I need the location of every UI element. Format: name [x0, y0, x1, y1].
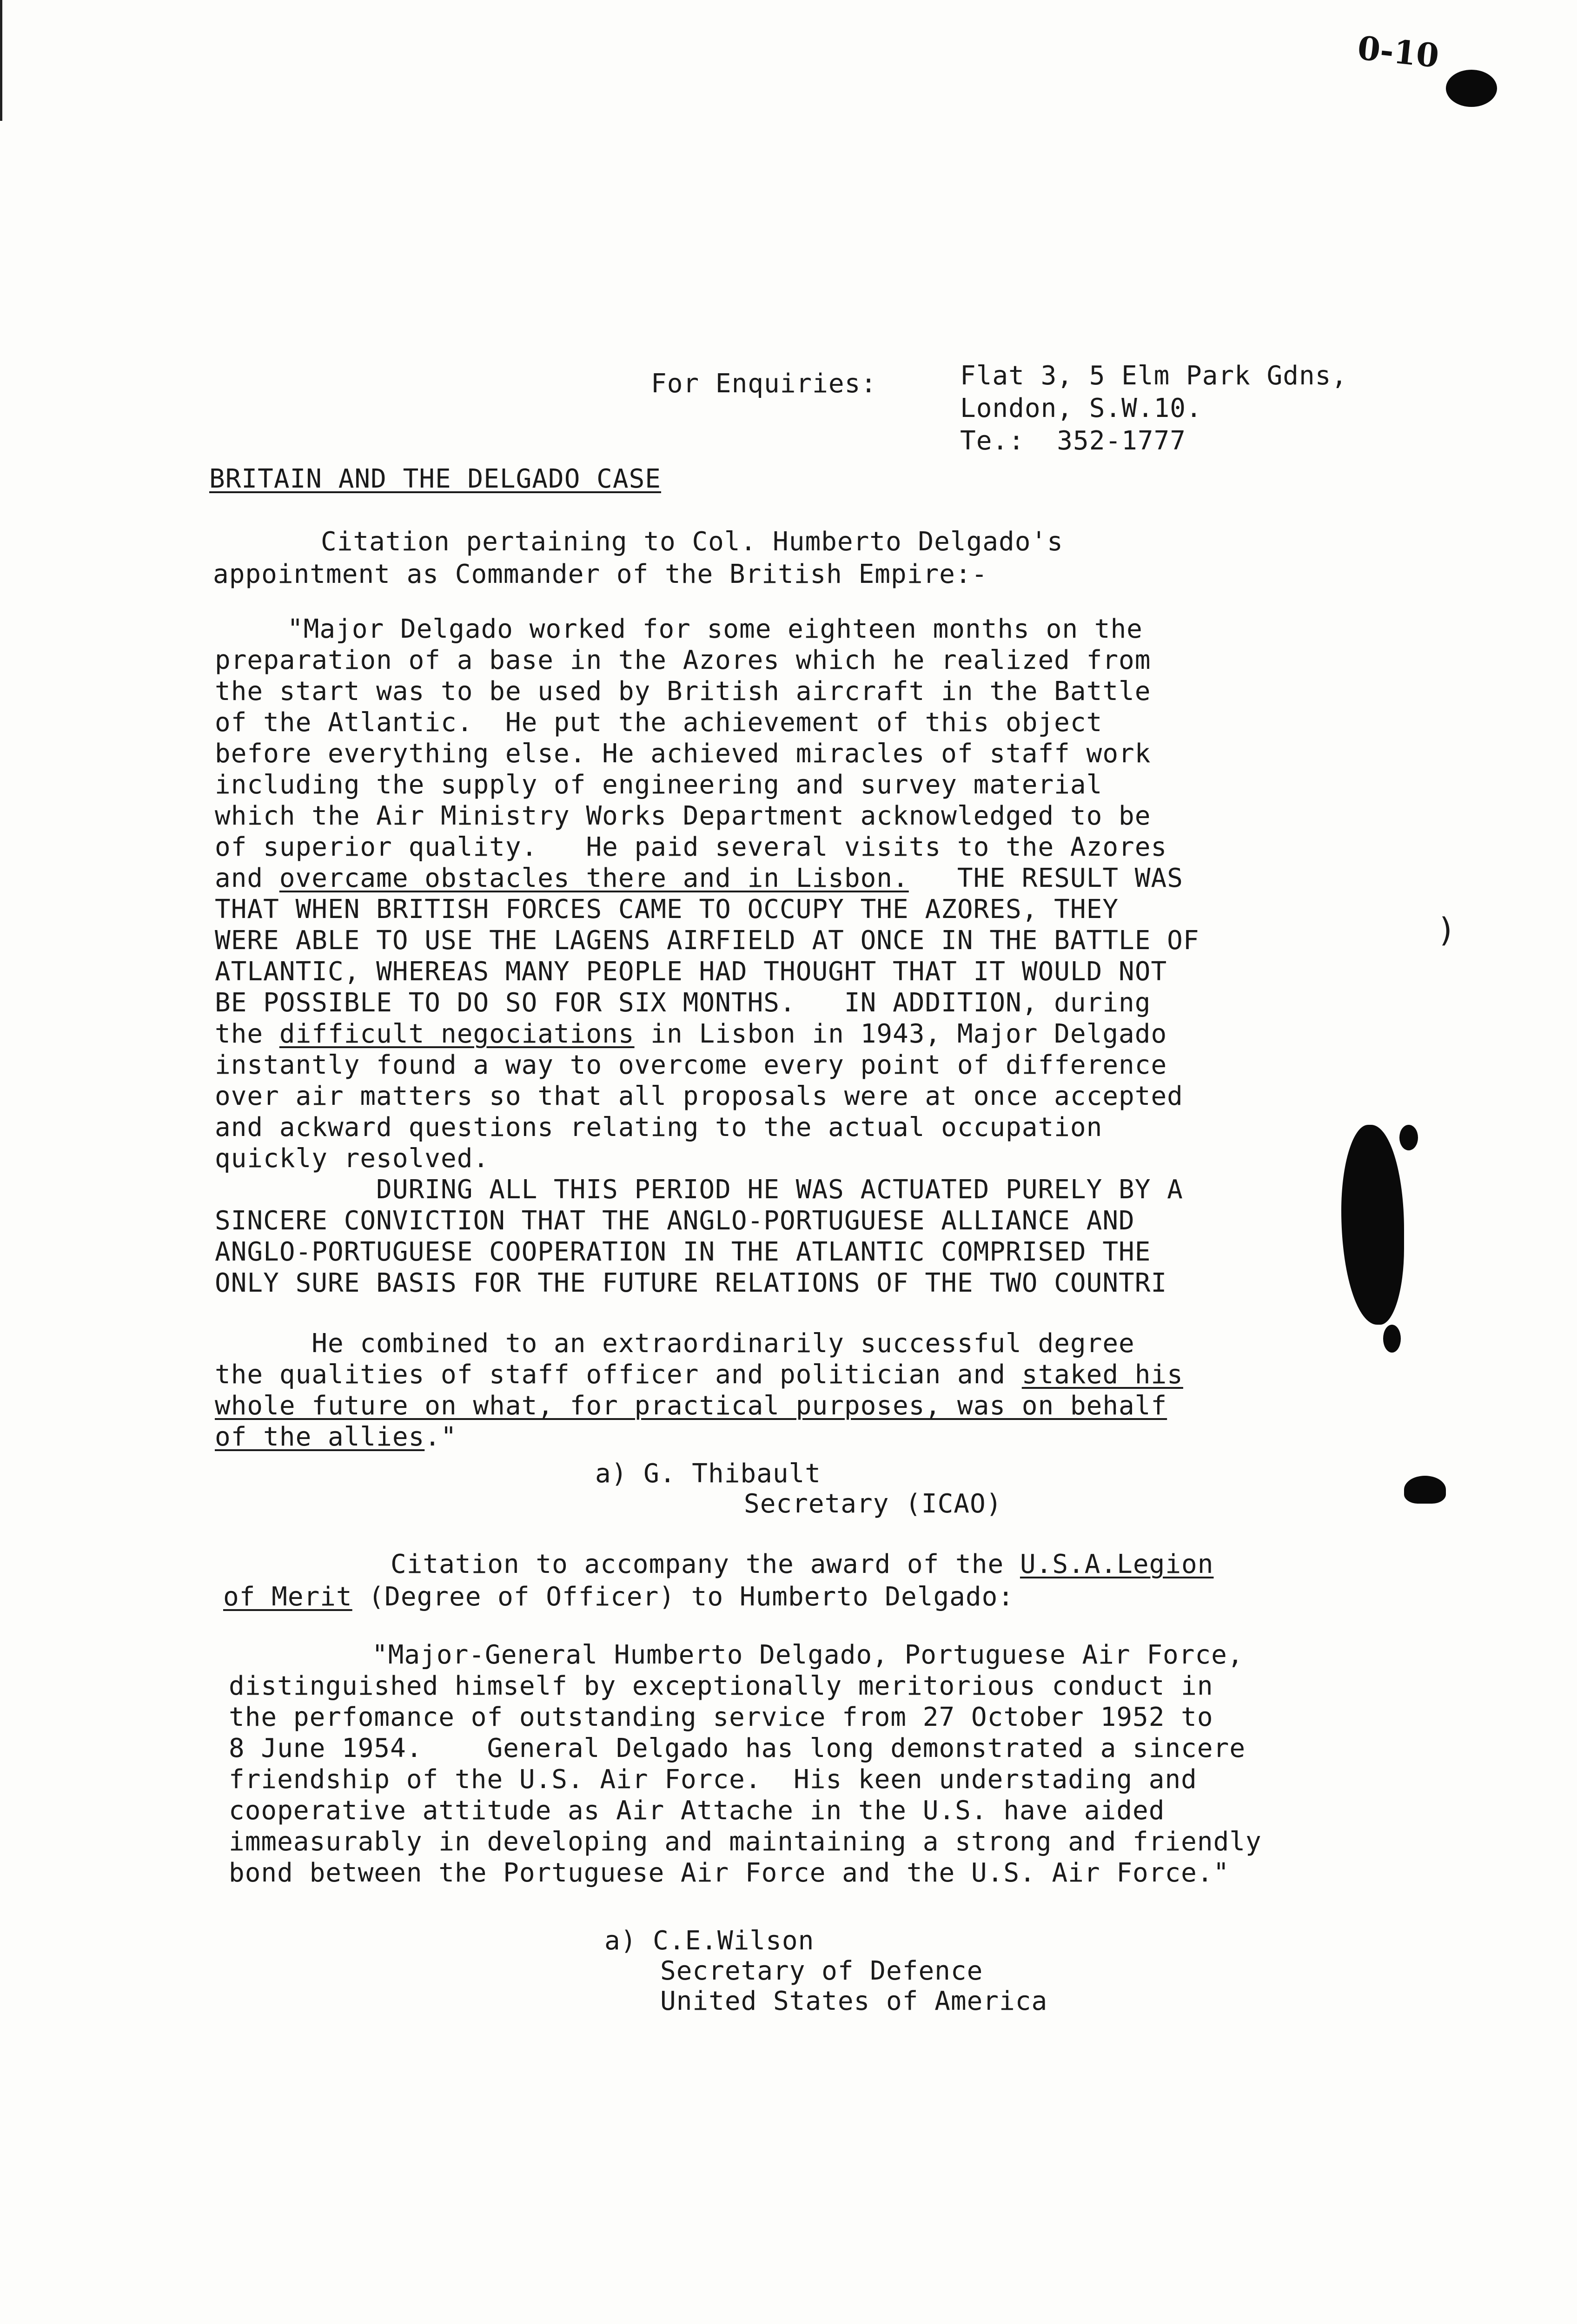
citation1-caps-line: DURING ALL THIS PERIOD HE WAS ACTUATED PURELY BY A: [215, 1175, 1183, 1205]
citation2-line: 8 June 1954. General Delgado has long demonstrated a sincere: [229, 1733, 1246, 1763]
citation2-line: friendship of the U.S. Air Force. His keen understading and: [229, 1764, 1197, 1795]
citation1-caps-line: SINCERE CONVICTION THAT THE ANGLO-PORTUGUESE ALLIANCE AND: [215, 1206, 1135, 1236]
underlined-phrase: overcame obstacles there and in Lisbon.: [279, 863, 909, 893]
citation1-caps-line: ATLANTIC, WHEREAS MANY PEOPLE HAD THOUGHT THAT IT WOULD NOT: [215, 957, 1167, 987]
underlined-phrase: of Merit: [223, 1582, 352, 1612]
underlined-phrase: staked his: [1021, 1360, 1183, 1390]
citation1-line: including the supply of engineering and survey material: [215, 770, 1103, 800]
ink-blot-right-small-1: [1399, 1125, 1418, 1150]
ink-blot-right-mid: [1404, 1476, 1446, 1504]
page-title: BRITAIN AND THE DELGADO CASE: [209, 464, 662, 494]
citation2-signature-name: a) C.E.Wilson: [604, 1926, 815, 1956]
text-segment: and: [215, 863, 279, 893]
citation2-line: bond between the Portuguese Air Force and the U.S. Air Force.": [229, 1858, 1230, 1888]
handwritten-page-mark: 0-10: [1356, 28, 1441, 75]
citation1-caps-line: BE POSSIBLE TO DO SO FOR SIX MONTHS. IN ADDITION, during: [215, 988, 1151, 1018]
underlined-phrase: difficult negociations: [279, 1019, 635, 1049]
citation2-line: immeasurably in developing and maintaining a strong and friendly: [229, 1827, 1262, 1857]
ink-blot-right-large: [1341, 1125, 1404, 1325]
address-line-2: London, S.W.10.: [960, 393, 1202, 423]
text-segment: the: [215, 1019, 279, 1049]
ink-blot-right-small-2: [1383, 1325, 1401, 1353]
citation1-line-the: [215, 1020, 1167, 1049]
citation1-p3-line4: [215, 1423, 457, 1452]
scan-edge-left-top: [0, 0, 2, 121]
citation1-line: and ackward questions relating to the actual occupation: [215, 1112, 1103, 1142]
text-segment: Citation to accompany the award of the: [391, 1549, 1020, 1579]
underlined-phrase: of the allies: [215, 1422, 425, 1452]
address-line-3: Te.: 352-1777: [960, 426, 1186, 456]
citation1-caps-line: ANGLO-PORTUGUESE COOPERATION IN THE ATLANTIC COMPRISED THE: [215, 1237, 1151, 1267]
margin-bracket: ): [1437, 911, 1457, 949]
citation2-intro-line1: [391, 1550, 1213, 1579]
citation1-intro-line2: appointment as Commander of the British Empire:-: [213, 559, 988, 589]
citation1-line: "Major Delgado worked for some eighteen months on the: [287, 614, 1143, 644]
citation1-p3-line2: [215, 1360, 1183, 1389]
citation1-line: of the Atlantic. He put the achievement of this object: [215, 707, 1103, 738]
citation1-line: of superior quality. He paid several visits to the Azores: [215, 832, 1167, 862]
text-segment: .": [424, 1422, 457, 1452]
citation1-p3-line3: whole future on what, for practical purposes, was on behalf: [215, 1391, 1167, 1421]
citation1-p3-line1: He combined to an extraordinarily successful degree: [215, 1328, 1135, 1359]
citation1-signature-title: Secretary (ICAO): [744, 1489, 1002, 1519]
citation1-caps-line: THAT WHEN BRITISH FORCES CAME TO OCCUPY THE AZORES, THEY: [215, 894, 1119, 924]
ink-blot-top: [1446, 70, 1497, 107]
text-segment: in Lisbon in 1943, Major Delgado: [634, 1019, 1167, 1049]
citation2-line: cooperative attitude as Air Attache in the U.S. have aided: [229, 1796, 1165, 1826]
text-segment: THE RESULT WAS: [908, 863, 1183, 893]
citation1-line: preparation of a base in the Azores which he realized from: [215, 645, 1151, 675]
citation1-line-and: [215, 864, 1183, 893]
citation1-signature-name: a) G. Thibault: [595, 1459, 822, 1489]
address-line-1: Flat 3, 5 Elm Park Gdns,: [960, 361, 1348, 391]
text-segment: (Degree of Officer) to Humberto Delgado:: [352, 1582, 1014, 1612]
underlined-phrase: U.S.A.Legion: [1020, 1549, 1214, 1579]
citation2-line: the perfomance of outstanding service from 27 October 1952 to: [229, 1702, 1213, 1732]
citation1-line: before everything else. He achieved miracles of staff work: [215, 739, 1151, 769]
citation1-line: quickly resolved.: [215, 1143, 490, 1174]
enquiries-label: For Enquiries:: [651, 369, 877, 399]
citation1-caps-line: ONLY SURE BASIS FOR THE FUTURE RELATIONS OF THE TWO COUNTRI: [215, 1268, 1167, 1298]
citation1-line: the start was to be used by British aircraft in the Battle: [215, 676, 1151, 706]
citation2-line: distinguished himself by exceptionally meritorious conduct in: [229, 1671, 1213, 1701]
citation1-caps-line: WERE ABLE TO USE THE LAGENS AIRFIELD AT ONCE IN THE BATTLE OF: [215, 925, 1199, 956]
citation2-signature-title: Secretary of Defence: [660, 1956, 983, 1986]
citation2-line: "Major-General Humberto Delgado, Portuguese Air Force,: [372, 1640, 1244, 1670]
citation1-line: instantly found a way to overcome every point of difference: [215, 1050, 1167, 1080]
citation2-intro-line2: [223, 1583, 1014, 1611]
citation2-signature-org: United States of America: [660, 1986, 1048, 2016]
text-segment: the qualities of staff officer and politician and: [215, 1360, 1022, 1390]
citation1-line: which the Air Ministry Works Department acknowledged to be: [215, 801, 1151, 831]
citation1-intro-line1: Citation pertaining to Col. Humberto Delgado's: [321, 527, 1063, 557]
citation1-line: over air matters so that all proposals were at once accepted: [215, 1081, 1183, 1111]
